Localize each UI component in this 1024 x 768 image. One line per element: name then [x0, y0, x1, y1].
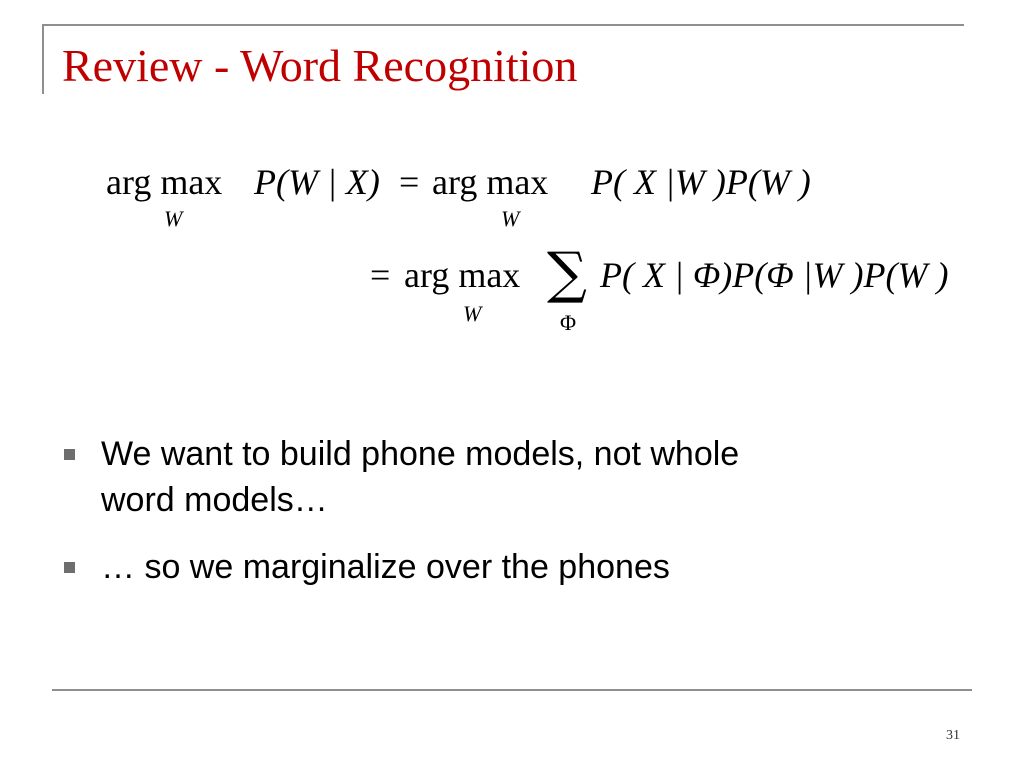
likelihood-prior-expression	[591, 164, 811, 200]
bullet-line: word models…	[101, 481, 328, 519]
likelihood-prior-term: P( X |W )P(W )	[591, 162, 811, 202]
footer-rule	[52, 689, 972, 691]
equals-sign: =	[399, 162, 420, 202]
slide-frame-left-rule	[42, 24, 44, 94]
slide-frame-top-rule	[42, 24, 964, 26]
equals-sign: =	[370, 255, 391, 295]
bullet-line: We want to build phone models, not whole	[101, 435, 740, 473]
bullet-text	[101, 544, 961, 590]
posterior-term: P(W | X)	[254, 162, 380, 202]
posterior-expression	[254, 164, 380, 200]
argmax-subscript: W	[463, 301, 482, 326]
bullet-text	[101, 431, 961, 523]
summation-subscript: Φ	[560, 310, 577, 335]
square-bullet-icon	[64, 449, 75, 460]
page-number: 31	[946, 728, 960, 743]
slide-title: Review - Word Recognition	[62, 40, 578, 91]
bullet-line: … so we marginalize over the phones	[101, 548, 670, 586]
argmax-operator: arg max	[432, 162, 549, 202]
argmax-operator: arg max	[106, 162, 223, 202]
summation-symbol: ∑	[547, 241, 587, 306]
square-bullet-icon	[64, 562, 75, 573]
argmax-operator: arg max	[404, 255, 521, 295]
marginalized-term: P( X | Φ)P(Φ |W )P(W )	[600, 255, 949, 295]
marginalized-expression	[600, 257, 948, 293]
argmax-subscript: W	[501, 206, 520, 231]
argmax-subscript: W	[164, 206, 183, 231]
